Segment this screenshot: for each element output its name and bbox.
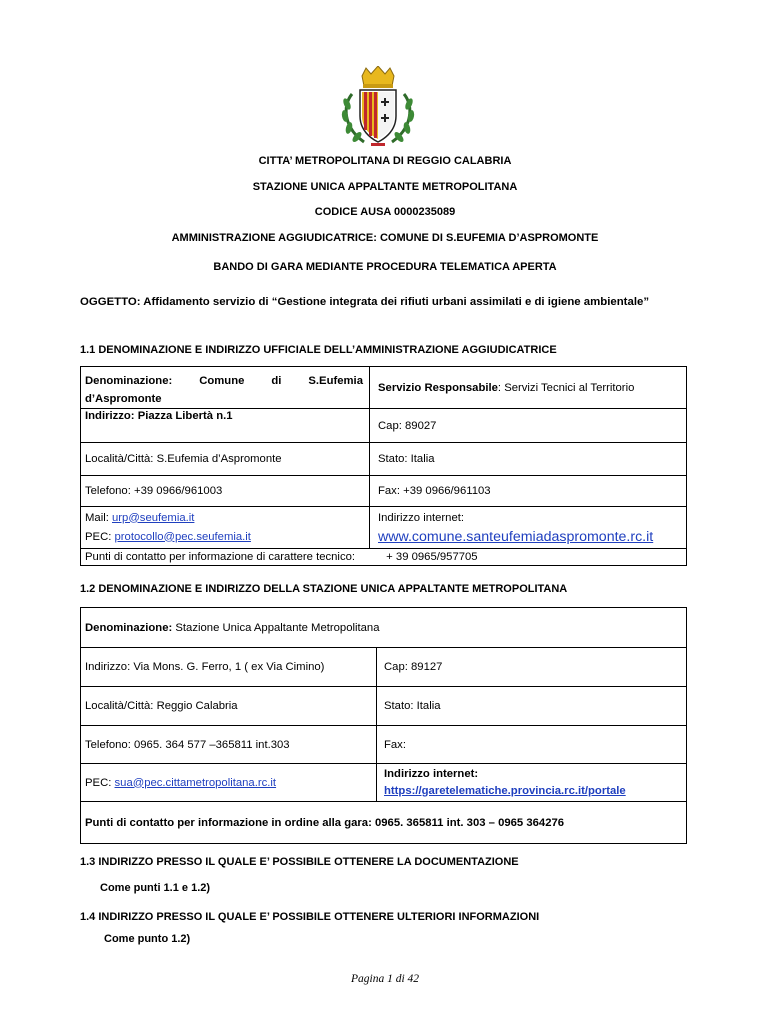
sua-denominazione-label: Denominazione: [85, 621, 173, 634]
denominazione-label: Denominazione: [85, 375, 173, 387]
cell-sua-localita: Località/Città: Reggio Calabria [81, 687, 377, 726]
cell-telefono: Telefono: +39 0966/961003 [81, 476, 370, 507]
cell-sua-indirizzo: Indirizzo: Via Mons. G. Ferro, 1 ( ex Via Cimino) [81, 648, 377, 687]
denominazione-word-1: Comune [199, 375, 245, 387]
header-line-4: AMMINISTRAZIONE AGGIUDICATRICE: COMUNE DI S.EUFEMIA D’ASPROMONTE [171, 232, 599, 244]
sua-internet-label: Indirizzo internet: [384, 767, 479, 780]
header-line-3: CODICE AUSA 0000235089 [314, 206, 456, 218]
pec-label: PEC: [85, 530, 115, 543]
pec-link[interactable]: protocollo@pec.seufemia.it [114, 530, 251, 543]
cell-fax: Fax: +39 0966/961103 [370, 476, 687, 507]
cell-sua-cap: Cap: 89127 [377, 648, 687, 687]
cell-servizio [370, 367, 687, 409]
section-1-1-title: 1.1 DENOMINAZIONE E INDIRIZZO UFFICIALE DELL’AMMINISTRAZIONE AGGIUDICATRICE [80, 344, 557, 356]
oggetto-paragraph: OGGETTO: Affidamento servizio di “Gestione integrata dei rifiuti urbani assimilati e di igiene ambientale” [80, 296, 650, 308]
cell-mail-pec [81, 507, 370, 549]
header-line-5: BANDO DI GARA MEDIANTE PROCEDURA TELEMATICA APERTA [213, 261, 557, 273]
contatto-label: Punti di contatto per informazione di carattere tecnico: [85, 551, 356, 563]
cell-localita: Località/Città: S.Eufemia d’Aspromonte [81, 443, 370, 476]
contatto-value: + 39 0965/957705 [386, 551, 478, 563]
denominazione-line-2: d’Aspromonte [85, 393, 162, 405]
sua-denominazione-value: Stazione Unica Appaltante Metropolitana [172, 621, 380, 634]
sua-pec-link[interactable]: sua@pec.cittametropolitana.rc.it [114, 776, 277, 789]
internet-link[interactable]: www.comune.santeufemiadaspromonte.rc.it [378, 528, 654, 545]
cell-sua-contatto: Punti di contatto per informazione in ordine alla gara: 0965. 365811 int. 303 – 0965 364276 [81, 802, 687, 844]
cell-internet [370, 507, 687, 549]
table-amministrazione [80, 366, 687, 566]
section-1-4-body: Come punto 1.2) [104, 933, 191, 945]
cell-sua-telefono: Telefono: 0965. 364 577 –365811 int.303 [81, 726, 377, 764]
servizio-value: : Servizi Tecnici al Territorio [497, 381, 635, 394]
mail-link[interactable]: urp@seufemia.it [112, 511, 195, 524]
section-1-2-title: 1.2 DENOMINAZIONE E INDIRIZZO DELLA STAZIONE UNICA APPALTANTE METROPOLITANA [80, 583, 568, 595]
cell-indirizzo: Indirizzo: Piazza Libertà n.1 [81, 409, 370, 443]
cell-contatto-tecnico [81, 549, 687, 566]
section-1-3-title: 1.3 INDIRIZZO PRESSO IL QUALE E’ POSSIBILE OTTENERE LA DOCUMENTAZIONE [80, 856, 519, 868]
sua-pec-label: PEC: [85, 776, 115, 789]
table-stazione-appaltante [80, 607, 687, 844]
cell-sua-stato: Stato: Italia [377, 687, 687, 726]
servizio-label: Servizio Responsabile [378, 381, 498, 394]
header-line-1: CITTA’ METROPOLITANA DI REGGIO CALABRIA [258, 155, 512, 167]
section-1-3-body: Come punti 1.1 e 1.2) [100, 882, 211, 894]
cell-sua-internet [377, 764, 687, 802]
cell-denominazione [81, 367, 370, 409]
section-1-4-title: 1.4 INDIRIZZO PRESSO IL QUALE E’ POSSIBILE OTTENERE ULTERIORI INFORMAZIONI [80, 911, 540, 923]
page-footer: Pagina 1 di 42 [350, 973, 420, 985]
internet-label: Indirizzo internet: [378, 511, 465, 524]
cell-sua-fax: Fax: [377, 726, 687, 764]
denominazione-word-2: di [271, 375, 282, 387]
cell-sua-denominazione [81, 608, 687, 648]
header-line-2: STAZIONE UNICA APPALTANTE METROPOLITANA [252, 181, 518, 193]
coat-of-arms-emblem [338, 66, 418, 148]
cell-cap: Cap: 89027 [370, 409, 687, 443]
cell-sua-pec [81, 764, 377, 802]
cell-stato: Stato: Italia [370, 443, 687, 476]
sua-internet-link[interactable]: https://garetelematiche.provincia.rc.it/portale [384, 784, 626, 797]
denominazione-word-3: S.Eufemia [308, 375, 363, 387]
mail-label: Mail: [85, 511, 112, 524]
